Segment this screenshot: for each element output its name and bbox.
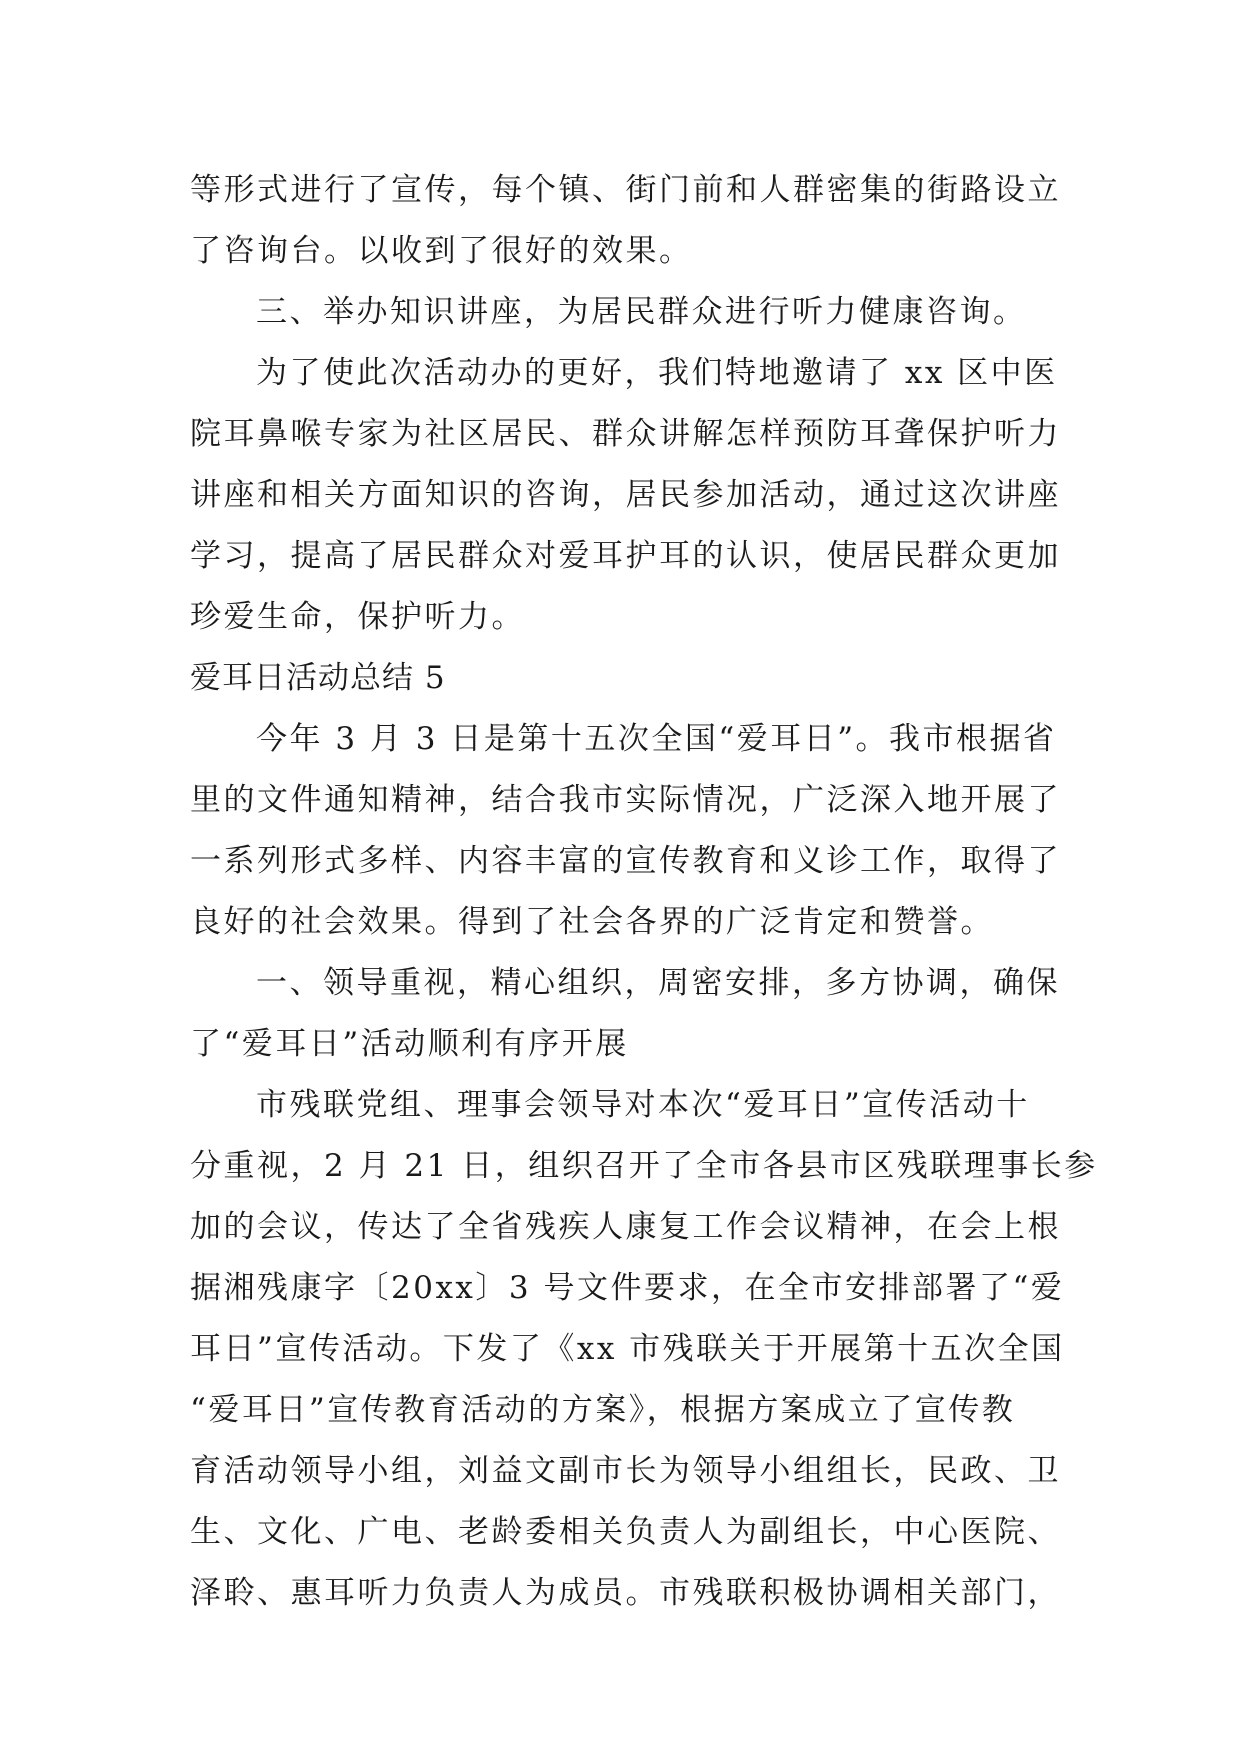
section-heading: 爱耳日活动总结 5 [190, 660, 446, 696]
text-line: 院耳鼻喉专家为社区居民、群众讲解怎样预防耳聋保护听力 [190, 416, 1061, 452]
text-line: 一系列形式多样、内容丰富的宣传教育和义诊工作，取得了 [190, 843, 1061, 879]
text-line: 学习，提高了居民群众对爱耳护耳的认识，使居民群众更加 [190, 538, 1061, 574]
text-line: 分重视，2 月 21 日，组织召开了全市各县市区残联理事长参 [190, 1148, 1098, 1184]
text-line: 泽聆、惠耳听力负责人为成员。市残联积极协调相关部门， [190, 1575, 1061, 1611]
text-line: 讲座和相关方面知识的咨询，居民参加活动，通过这次讲座 [190, 477, 1061, 513]
text-line: 今年 3 月 3 日是第十五次全国“爱耳日”。我市根据省 [256, 721, 1057, 757]
text-line: 育活动领导小组，刘益文副市长为领导小组组长，民政、卫 [190, 1453, 1061, 1489]
text-line: 市残联党组、理事会领导对本次“爱耳日”宣传活动十 [256, 1087, 1030, 1123]
text-line: 耳日”宣传活动。下发了《xx 市残联关于开展第十五次全国 [190, 1331, 1065, 1367]
text-line: 等形式进行了宣传，每个镇、街门前和人群密集的街路设立 [190, 172, 1061, 208]
text-line: 了“爱耳日”活动顺利有序开展 [190, 1026, 629, 1062]
text-line: 据湘残康字〔20xx〕3 号文件要求，在全市安排部署了“爱 [190, 1270, 1065, 1306]
text-line: 为了使此次活动办的更好，我们特地邀请了 xx 区中医 [256, 355, 1058, 391]
text-line: “爱耳日”宣传教育活动的方案》，根据方案成立了宣传教 [190, 1392, 1016, 1428]
text-line: 里的文件通知精神，结合我市实际情况，广泛深入地开展了 [190, 782, 1061, 818]
text-line: 珍爱生命，保护听力。 [190, 599, 525, 635]
text-line: 加的会议，传达了全省残疾人康复工作会议精神，在会上根 [190, 1209, 1061, 1245]
text-line: 一、领导重视，精心组织，周密安排，多方协调，确保 [256, 965, 1060, 1001]
text-line: 三、举办知识讲座，为居民群众进行听力健康咨询。 [256, 294, 1027, 330]
text-line: 生、文化、广电、老龄委相关负责人为副组长，中心医院、 [190, 1514, 1061, 1550]
text-line: 了咨询台。以收到了很好的效果。 [190, 233, 693, 269]
text-line: 良好的社会效果。得到了社会各界的广泛肯定和赞誉。 [190, 904, 994, 940]
document-body [190, 160, 1098, 1624]
